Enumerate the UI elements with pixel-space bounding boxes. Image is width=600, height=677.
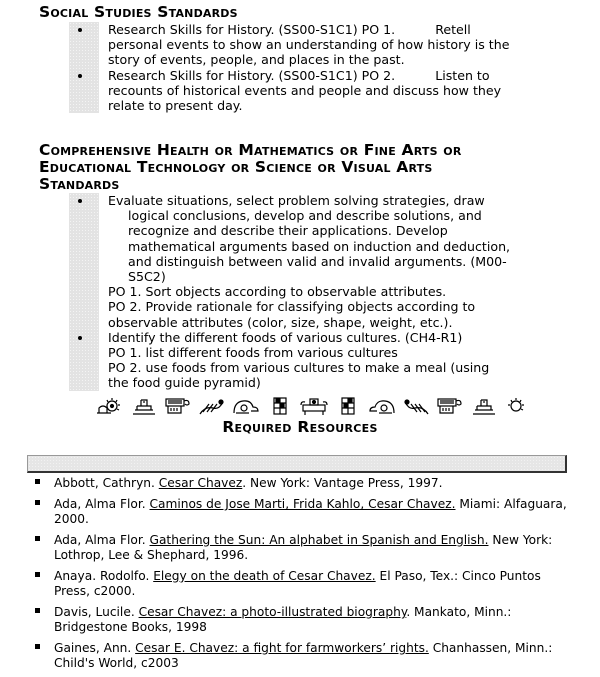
standard-line: mathematical arguments based on induction and deduction,: [128, 238, 511, 254]
standard-item: [69, 193, 569, 208]
list-item: [32, 605, 572, 635]
bullet-icon: [78, 28, 82, 32]
square-bullet-icon: [35, 572, 40, 577]
list-item: [32, 641, 572, 671]
aztec-temple-glyph-icon: [469, 396, 499, 416]
social-studies-list: [69, 22, 569, 113]
square-bullet-icon: [35, 608, 40, 613]
bullet-icon: [78, 74, 82, 78]
performance-objective: PO 2. Provide rationale for classifying objects according to: [108, 299, 476, 315]
heading-line: Comprehensive Health or Mathematics or Fine Arts or: [39, 141, 462, 159]
ref-publisher: Chanhassen, Minn.: Child's World, c2003: [54, 641, 553, 670]
bullet-icon: [78, 336, 82, 340]
comprehensive-list: [69, 193, 569, 391]
standard-line: logical conclusions, develop and describe solutions, and: [128, 208, 482, 224]
standard-line: story of events, people, and places in the past.: [108, 52, 405, 68]
performance-objective: PO 1. Sort objects according to observable attributes.: [108, 284, 447, 300]
list-item: [32, 476, 572, 491]
ref-author: Davis, Lucile.: [54, 605, 139, 619]
aztec-mountain-glyph-icon: [367, 396, 397, 416]
aztec-scroll-glyph-icon: [435, 396, 465, 416]
ref-title: Caminos de Jose Marti, Frida Kahlo, Cesar Chavez.: [149, 497, 456, 511]
ref-author: Gaines, Ann.: [54, 641, 136, 655]
section-divider-bar: [27, 455, 567, 473]
square-bullet-icon: [35, 500, 40, 505]
social-studies-heading: Social Studies Standards: [39, 3, 238, 21]
ref-title: Cesar Chavez: a photo-illustrated biography: [138, 605, 407, 619]
standard-text: Research Skills for History. (SS00-S1C1) PO 2.: [108, 67, 396, 83]
ref-title: Elegy on the death of Cesar Chavez.: [153, 569, 376, 583]
required-resources-heading: Required Resources: [222, 418, 378, 436]
aztec-tower-glyph-icon: [265, 396, 295, 416]
aztec-tower-glyph-icon: [333, 396, 363, 416]
list-item: [32, 497, 572, 527]
ref-title: Cesar Chavez: [158, 476, 243, 490]
standard-text: Listen to: [435, 67, 490, 83]
ref-publisher: El Paso, Tex.: Cinco Puntos Press, c2000.: [54, 569, 541, 598]
ref-title: Gathering the Sun: An alphabet in Spanish and English.: [149, 533, 489, 547]
standard-line: recognize and describe their applications. Develop: [128, 223, 448, 239]
aztec-glyph-border: [95, 395, 533, 417]
standard-line: relate to present day.: [108, 98, 243, 114]
standard-item: [69, 68, 569, 83]
standard-text: Identify the different foods of various cultures. (CH4-R1): [108, 329, 463, 345]
list-item: [32, 533, 572, 563]
heading-line: Standards: [39, 175, 120, 193]
ref-author: Ada, Alma Flor.: [54, 533, 150, 547]
aztec-sun-glyph-icon: [95, 396, 125, 416]
aztec-scroll-glyph-icon: [163, 396, 193, 416]
aztec-mountain-glyph-icon: [231, 396, 261, 416]
comprehensive-heading: [39, 142, 462, 193]
square-bullet-icon: [35, 479, 40, 484]
standard-line: recounts of historical events and people and discuss how they: [108, 82, 502, 98]
performance-objective: observable attributes (color, size, shape, weight, etc.).: [108, 314, 453, 330]
performance-objective: PO 1. list different foods from various cultures: [108, 345, 398, 361]
ref-author: Ada, Alma Flor.: [54, 497, 150, 511]
standard-text: Retell: [435, 22, 471, 37]
performance-objective: the food guide pyramid): [108, 375, 261, 391]
performance-objective: PO 2. use foods from various cultures to make a meal (using: [108, 360, 490, 376]
standard-item: [69, 330, 569, 345]
aztec-palace-glyph-icon: [299, 396, 329, 416]
standard-line: S5C2): [128, 269, 166, 285]
square-bullet-icon: [35, 644, 40, 649]
list-item: [32, 569, 572, 599]
ref-publisher: . Mankato, Minn.: Bridgestone Books, 1998: [54, 605, 512, 634]
square-bullet-icon: [35, 536, 40, 541]
standard-text: Research Skills for History. (SS00-S1C1) PO 1.: [108, 22, 396, 37]
ref-title: Cesar E. Chavez: a fight for farmworkers’ rights.: [135, 641, 429, 655]
ref-publisher: Miami: Alfaguara, 2000.: [54, 497, 567, 526]
ref-publisher: New York: Lothrop, Lee & Shephard, 1996.: [54, 533, 553, 562]
aztec-serpent-glyph-icon: [401, 396, 431, 416]
standard-item: [69, 22, 569, 37]
ref-publisher: . New York: Vantage Press, 1997.: [242, 476, 443, 490]
aztec-sun-glyph-icon: [503, 396, 533, 416]
standard-text: Evaluate situations, select problem solving strategies, draw: [108, 193, 485, 208]
resources-list: [32, 476, 572, 677]
ref-author: Anaya. Rodolfo.: [54, 569, 154, 583]
aztec-serpent-glyph-icon: [197, 396, 227, 416]
standard-line: personal events to show an understanding of how history is the: [108, 37, 510, 53]
ref-author: Abbott, Cathryn.: [54, 476, 159, 490]
aztec-temple-glyph-icon: [129, 396, 159, 416]
heading-line: Educational Technology or Science or Visual Arts: [39, 158, 433, 176]
standard-line: and distinguish between valid and invalid arguments. (M00-: [128, 253, 507, 269]
bullet-icon: [78, 199, 82, 203]
